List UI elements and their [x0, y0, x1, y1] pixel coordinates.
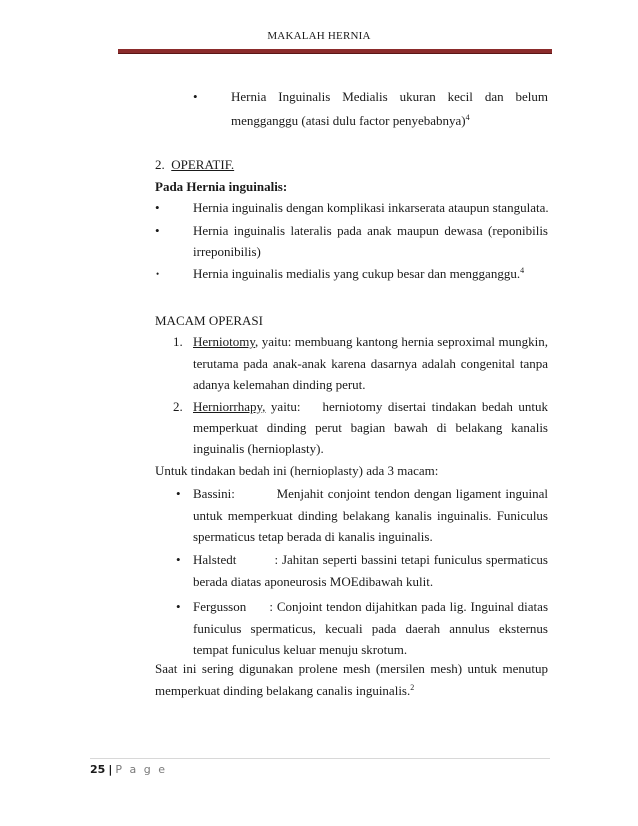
- list-item-cont: berada diatas aponeurosis MOEdibawah kulit.: [193, 574, 434, 589]
- subheading-inguinal: Pada Hernia inguinalis:: [155, 179, 288, 194]
- bullet-icon: •: [155, 200, 160, 215]
- header-rule: [118, 49, 552, 54]
- paragraph-intro: Untuk tindakan bedah ini (hernioplasty) ada 3 macam:: [155, 463, 439, 478]
- page-footer: [90, 763, 167, 776]
- bullet-icon: •: [176, 552, 181, 567]
- list-item: Bassini: Menjahit conjoint tendon dengan ligament inguinal: [193, 486, 548, 501]
- list-item-cont: untuk memperkuat dinding belakang kanalis inguinalis. Funiculus: [193, 508, 548, 523]
- list-item: Hernia inguinalis medialis yang cukup besar dan mengganggu.$^4$: [193, 266, 525, 281]
- list-item-cont: inguinalis (hernioplasty).: [193, 441, 324, 456]
- footnote-ref: 2: [410, 683, 415, 692]
- section-heading-operatif: 2. OPERATIF.: [155, 157, 235, 172]
- list-item: Hernia inguinalis dengan komplikasi inkarserata ataupun stangulata.: [193, 200, 549, 215]
- closing-paragraph-line2: memperkuat dinding belakang canalis inguinalis.$^2$: [155, 683, 415, 698]
- bullet-icon: •: [155, 223, 160, 238]
- page-number: 25: [90, 763, 106, 776]
- list-item: Fergusson : Conjoint tendon dijahitkan pada lig. Inguinal diatas: [193, 599, 548, 614]
- closing-paragraph-line1: Saat ini sering digunakan prolene mesh (mersilen mesh) untuk menutup: [155, 661, 548, 676]
- list-item-cont: terutama pada anak-anak karena dasarnya adalah congenital tanpa: [193, 356, 548, 371]
- list-number: 2.: [173, 399, 183, 414]
- footer-separator: |: [108, 763, 113, 776]
- list-item-cont: irreponibilis): [193, 244, 261, 259]
- list-item-cont: tempat funiculus keluar menuju skrotum.: [193, 642, 408, 657]
- list-item-cont: adanya kelemahan dinding perut.: [193, 377, 366, 392]
- running-header: MAKALAH HERNIA: [267, 30, 371, 42]
- list-item: Halstedt : Jahitan seperti bassini tetapi funiculus spermaticus: [193, 552, 548, 567]
- footnote-ref: 4: [520, 266, 525, 275]
- list-item-cont: memperkuat dinding perut bagian bawah di belakang kanalis: [193, 420, 548, 435]
- list-item: Herniorrhapy, yaitu: herniotomy disertai tindakan bedah untuk: [193, 399, 548, 414]
- list-item: Hernia inguinalis lateralis pada anak maupun dewasa (reponibilis: [193, 223, 548, 238]
- bullet-icon: •: [176, 486, 181, 501]
- list-number: 1.: [173, 334, 183, 349]
- footnote-ref: 4: [465, 113, 470, 122]
- bullet-icon: •: [156, 269, 160, 279]
- bullet-icon: •: [193, 89, 198, 104]
- intro-bullet-line1: Hernia Inguinalis Medialis ukuran kecil dan belum: [231, 89, 548, 104]
- page-label: P a g e: [115, 763, 167, 776]
- footer-rule: [90, 758, 550, 759]
- list-item-cont: funiculus spermaticus, kecuali pada daerah annulus eksternus: [193, 621, 548, 636]
- section-heading-macam: MACAM OPERASI: [155, 313, 263, 328]
- list-item: Herniotomy, yaitu: membuang kantong hernia seproximal mungkin,: [193, 334, 548, 349]
- intro-bullet-line2: mengganggu (atasi dulu factor penyebabnya)$^4$: [231, 113, 470, 128]
- list-item-cont: spermaticus tetap berada di kanalis inguinalis.: [193, 529, 433, 544]
- bullet-icon: •: [176, 599, 181, 614]
